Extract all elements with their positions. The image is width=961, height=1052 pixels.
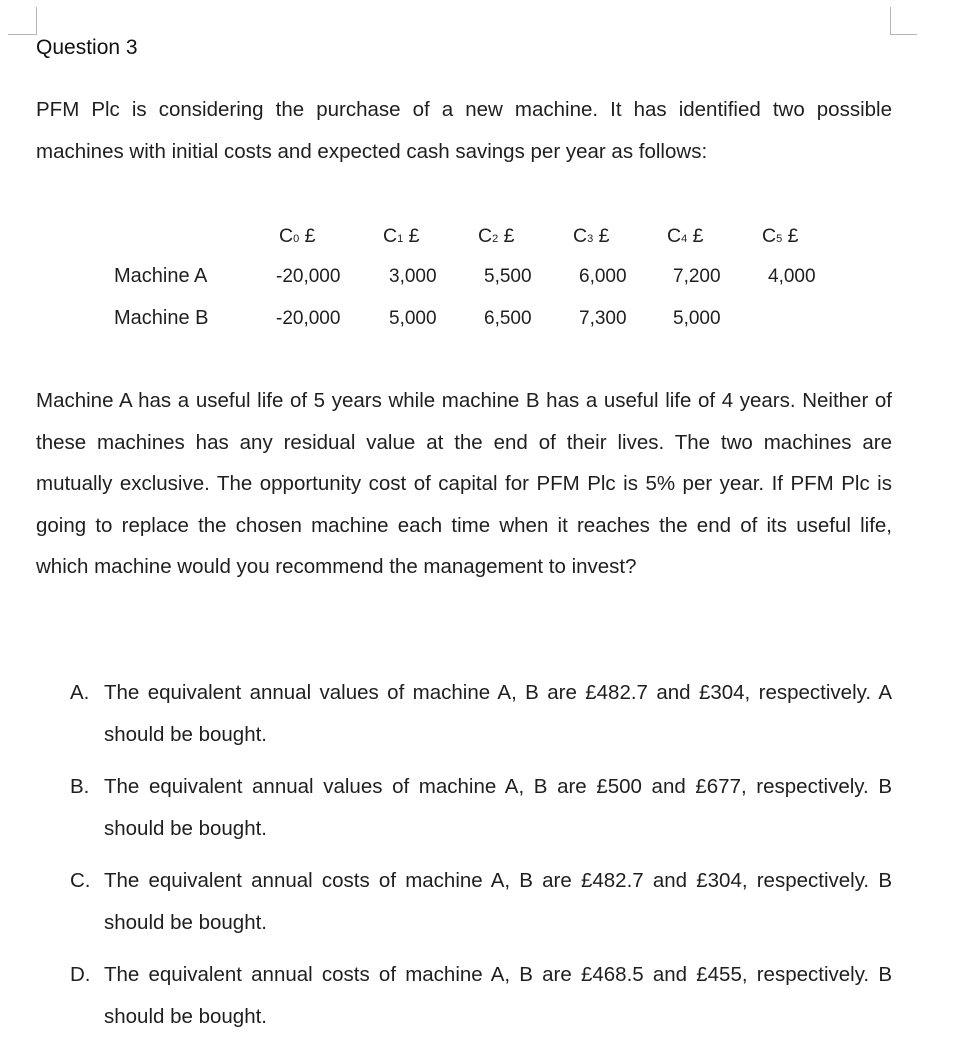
option-a[interactable]	[70, 672, 892, 755]
table-cell: 5,000	[389, 308, 437, 329]
option-text: The equivalent annual costs of machine A, B are £482.7 and £304, respectively. B should be bought.	[104, 869, 892, 934]
option-text: The equivalent annual costs of machine A, B are £468.5 and £455, respectively. B should be bought.	[104, 963, 892, 1028]
table-cell: 6,500	[484, 308, 532, 329]
table-cell: -20,000	[276, 266, 341, 287]
column-header-c4: C4 £	[667, 225, 704, 247]
row-label-machine-a: Machine A	[114, 265, 208, 287]
option-text: The equivalent annual values of machine A, B are £482.7 and £304, respectively. A should be bought.	[104, 681, 892, 746]
column-header-c0: C0 £	[279, 225, 316, 247]
column-header-c3: C3 £	[573, 225, 610, 247]
option-letter: B.	[70, 775, 90, 798]
column-header-c2: C2 £	[478, 225, 515, 247]
question-intro: PFM Plc is considering the purchase of a new machine. It has identified two possible machines with initial costs and expected cash savings per year as follows:	[36, 98, 892, 163]
table-cell: 7,200	[673, 266, 721, 287]
option-d[interactable]	[70, 954, 892, 1037]
question-title: Question 3	[36, 36, 138, 59]
row-label-machine-b: Machine B	[114, 307, 209, 329]
option-b[interactable]	[70, 766, 892, 849]
table-cell: 5,500	[484, 266, 532, 287]
column-header-c5: C5 £	[762, 225, 799, 247]
option-text: The equivalent annual values of machine A, B are £500 and £677, respectively. B should be bought.	[104, 775, 892, 840]
option-letter: D.	[70, 963, 91, 986]
table-cell: 7,300	[579, 308, 627, 329]
option-letter: C.	[70, 869, 91, 892]
cash-flow-table	[0, 0, 961, 350]
column-header-c1: C1 £	[383, 225, 420, 247]
table-cell: 5,000	[673, 308, 721, 329]
option-c[interactable]	[70, 860, 892, 943]
table-cell: 6,000	[579, 266, 627, 287]
answer-options	[70, 672, 892, 1048]
table-cell: 3,000	[389, 266, 437, 287]
option-letter: A.	[70, 681, 90, 704]
table-cell: -20,000	[276, 308, 341, 329]
question-body: Machine A has a useful life of 5 years while machine B has a useful life of 4 years. Neither of these machines has any residual value at the end of their lives. The two machines are mutually exclusive. The opportunity cost of capital for PFM Plc is 5% per year. If PFM Plc is going to replace the chosen machine each time when it reaches the end of its useful life, which machine would you recommend the management to invest?	[36, 389, 892, 578]
table-cell: 4,000	[768, 266, 816, 287]
